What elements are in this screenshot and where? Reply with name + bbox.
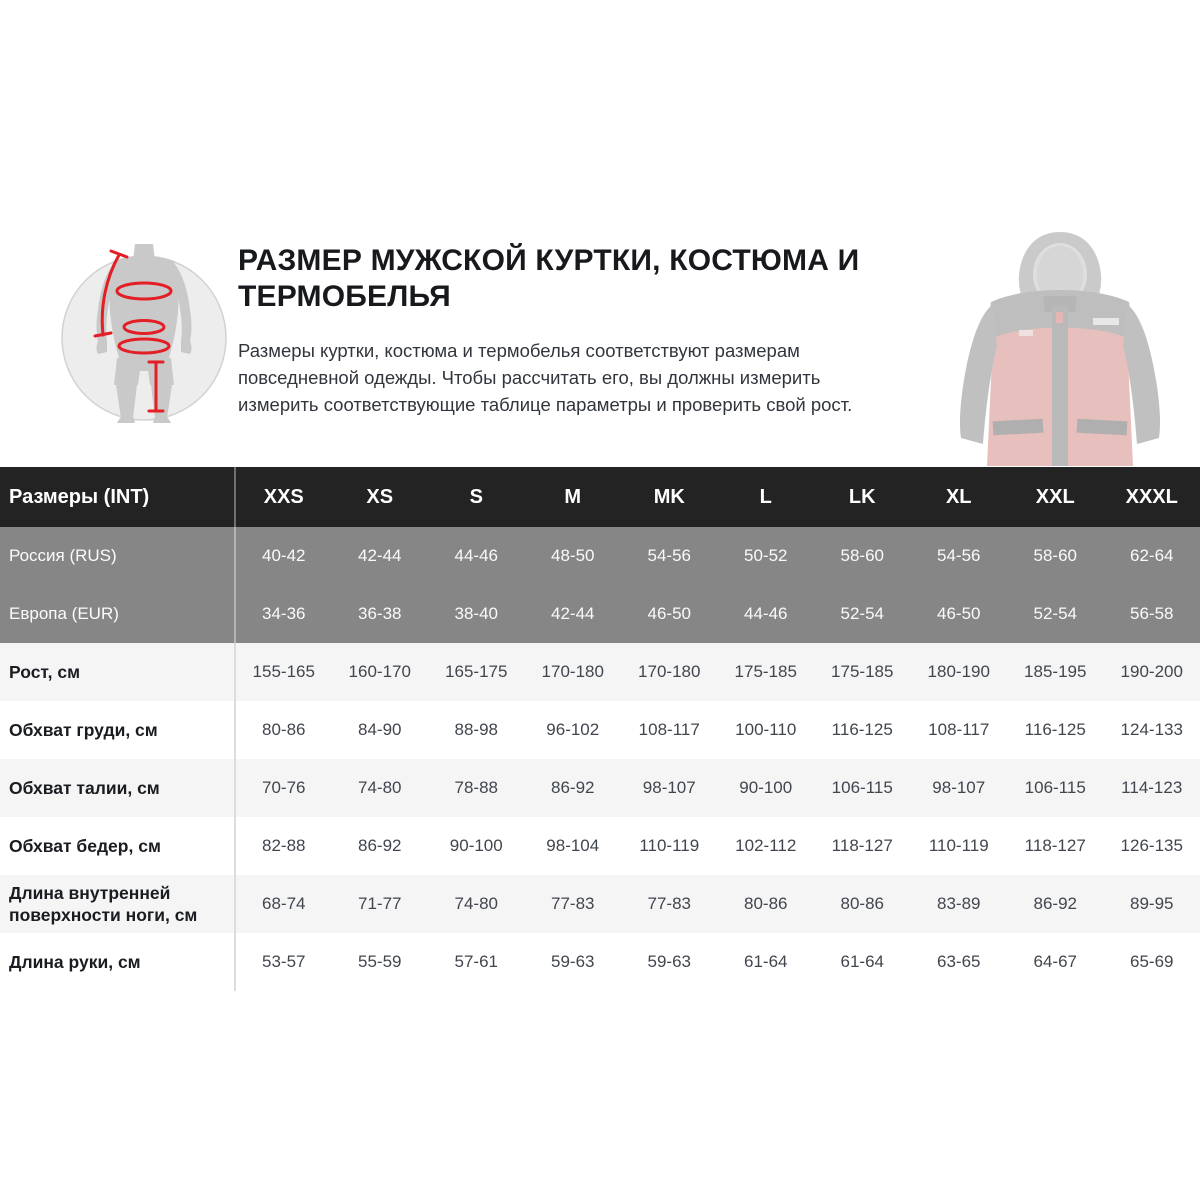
size-value-cell: 175-185 [718, 643, 815, 701]
size-value-cell: 71-77 [332, 875, 429, 933]
size-value-cell: 80-86 [718, 875, 815, 933]
size-value-cell: 160-170 [332, 643, 429, 701]
size-value-cell: 64-67 [1007, 933, 1104, 991]
table-row [0, 527, 1200, 585]
size-value-cell: 175-185 [814, 643, 911, 701]
table-row [0, 933, 1200, 991]
size-value-cell: 55-59 [332, 933, 429, 991]
size-value-cell: 46-50 [621, 585, 718, 643]
table-row [0, 585, 1200, 643]
size-column-header: LK [814, 467, 911, 527]
size-value-cell: 98-104 [525, 817, 622, 875]
size-value-cell: 44-46 [428, 527, 525, 585]
page-title: РАЗМЕР МУЖСКОЙ КУРТКИ, КОСТЮМА И ТЕРМОБЕЛЬЯ [238, 244, 860, 313]
size-value-cell: 180-190 [911, 643, 1008, 701]
size-value-cell: 86-92 [525, 759, 622, 817]
jacket-icon [933, 226, 1187, 468]
size-column-header: S [428, 467, 525, 527]
size-value-cell: 190-200 [1104, 643, 1200, 701]
table-row [0, 875, 1200, 933]
size-column-header: L [718, 467, 815, 527]
size-value-cell: 118-127 [814, 817, 911, 875]
row-label: Обхват бедер, см [0, 817, 235, 875]
size-value-cell: 89-95 [1104, 875, 1200, 933]
size-value-cell: 59-63 [525, 933, 622, 991]
size-value-cell: 44-46 [718, 585, 815, 643]
size-value-cell: 62-64 [1104, 527, 1200, 585]
size-value-cell: 63-65 [911, 933, 1008, 991]
size-value-cell: 83-89 [911, 875, 1008, 933]
size-value-cell: 50-52 [718, 527, 815, 585]
size-value-cell: 74-80 [332, 759, 429, 817]
size-value-cell: 38-40 [428, 585, 525, 643]
size-value-cell: 155-165 [235, 643, 332, 701]
size-column-header: XXL [1007, 467, 1104, 527]
size-value-cell: 68-74 [235, 875, 332, 933]
size-value-cell: 98-107 [621, 759, 718, 817]
size-column-header: XS [332, 467, 429, 527]
size-value-cell: 74-80 [428, 875, 525, 933]
size-value-cell: 36-38 [332, 585, 429, 643]
row-label: Обхват талии, см [0, 759, 235, 817]
size-column-header: XXS [235, 467, 332, 527]
size-value-cell: 102-112 [718, 817, 815, 875]
size-value-cell: 56-58 [1104, 585, 1200, 643]
size-value-cell: 70-76 [235, 759, 332, 817]
table-corner-header: Размеры (INT) [0, 467, 235, 527]
intro-text-block [238, 243, 938, 418]
size-column-header: XL [911, 467, 1008, 527]
size-value-cell: 82-88 [235, 817, 332, 875]
size-value-cell: 110-119 [621, 817, 718, 875]
size-value-cell: 65-69 [1104, 933, 1200, 991]
size-value-cell: 86-92 [1007, 875, 1104, 933]
size-value-cell: 96-102 [525, 701, 622, 759]
size-table [0, 467, 1200, 991]
size-value-cell: 106-115 [814, 759, 911, 817]
size-value-cell: 53-57 [235, 933, 332, 991]
size-value-cell: 126-135 [1104, 817, 1200, 875]
size-value-cell: 100-110 [718, 701, 815, 759]
size-value-cell: 170-180 [525, 643, 622, 701]
body-measurement-diagram [58, 238, 230, 424]
size-value-cell: 46-50 [911, 585, 1008, 643]
size-value-cell: 108-117 [621, 701, 718, 759]
row-label: Длина руки, см [0, 933, 235, 991]
hooded-jacket-photo [933, 226, 1187, 468]
size-value-cell: 88-98 [428, 701, 525, 759]
size-value-cell: 58-60 [814, 527, 911, 585]
size-value-cell: 108-117 [911, 701, 1008, 759]
body-diagram-icon [58, 238, 230, 424]
row-label: Обхват груди, см [0, 701, 235, 759]
size-column-header: MK [621, 467, 718, 527]
size-value-cell: 170-180 [621, 643, 718, 701]
row-label: Рост, см [0, 643, 235, 701]
size-value-cell: 54-56 [911, 527, 1008, 585]
size-value-cell: 90-100 [428, 817, 525, 875]
page-description: Размеры куртки, костюма и термобелья соответствуют размерам повседневной одежды. Чтобы рассчитать его, вы должны измерить измерить соответствующие таблице параметры и проверить свой рост. [238, 340, 853, 415]
size-value-cell: 34-36 [235, 585, 332, 643]
table-body [0, 527, 1200, 991]
row-label: Европа (EUR) [0, 585, 235, 643]
size-value-cell: 84-90 [332, 701, 429, 759]
row-label: Россия (RUS) [0, 527, 235, 585]
size-value-cell: 42-44 [525, 585, 622, 643]
size-value-cell: 48-50 [525, 527, 622, 585]
table-row [0, 817, 1200, 875]
size-value-cell: 124-133 [1104, 701, 1200, 759]
size-value-cell: 80-86 [235, 701, 332, 759]
table-row [0, 701, 1200, 759]
size-value-cell: 52-54 [814, 585, 911, 643]
size-value-cell: 61-64 [814, 933, 911, 991]
size-value-cell: 52-54 [1007, 585, 1104, 643]
size-value-cell: 118-127 [1007, 817, 1104, 875]
size-value-cell: 98-107 [911, 759, 1008, 817]
size-value-cell: 116-125 [814, 701, 911, 759]
size-value-cell: 86-92 [332, 817, 429, 875]
size-value-cell: 59-63 [621, 933, 718, 991]
size-value-cell: 185-195 [1007, 643, 1104, 701]
size-value-cell: 77-83 [621, 875, 718, 933]
size-value-cell: 57-61 [428, 933, 525, 991]
size-value-cell: 77-83 [525, 875, 622, 933]
size-value-cell: 78-88 [428, 759, 525, 817]
size-value-cell: 106-115 [1007, 759, 1104, 817]
size-value-cell: 61-64 [718, 933, 815, 991]
table-row [0, 643, 1200, 701]
row-label: Длина внутренней поверхности ноги, см [0, 875, 235, 933]
size-column-header: M [525, 467, 622, 527]
size-value-cell: 110-119 [911, 817, 1008, 875]
size-value-cell: 54-56 [621, 527, 718, 585]
size-value-cell: 40-42 [235, 527, 332, 585]
size-value-cell: 116-125 [1007, 701, 1104, 759]
size-column-header: XXXL [1104, 467, 1200, 527]
table-header-row [0, 467, 1200, 527]
size-value-cell: 90-100 [718, 759, 815, 817]
table-row [0, 759, 1200, 817]
size-value-cell: 114-123 [1104, 759, 1200, 817]
size-value-cell: 165-175 [428, 643, 525, 701]
size-value-cell: 80-86 [814, 875, 911, 933]
size-value-cell: 42-44 [332, 527, 429, 585]
size-value-cell: 58-60 [1007, 527, 1104, 585]
